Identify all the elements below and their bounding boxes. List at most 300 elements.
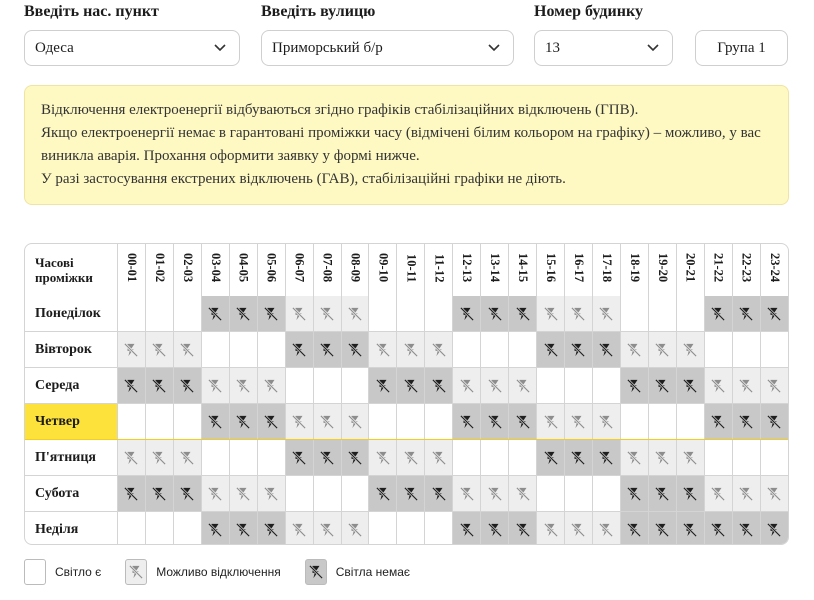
no-power-icon xyxy=(683,451,697,465)
cell-maybe-outage xyxy=(369,440,397,476)
cell-maybe-outage xyxy=(341,296,369,332)
hour-header xyxy=(201,244,229,296)
no-power-icon xyxy=(124,487,138,501)
cell-power xyxy=(648,404,676,440)
cell-power xyxy=(648,296,676,332)
schedule-table xyxy=(25,244,788,545)
cell-maybe-outage xyxy=(341,404,369,440)
no-power-icon xyxy=(711,379,725,393)
no-power-icon xyxy=(571,343,585,357)
cell-power xyxy=(313,368,341,404)
hour-header xyxy=(732,244,760,296)
no-power-icon xyxy=(488,487,502,501)
cell-power xyxy=(369,512,397,546)
no-power-icon xyxy=(627,343,641,357)
hour-header-label: 05-06 xyxy=(264,253,279,283)
cell-power xyxy=(537,476,565,512)
hour-header xyxy=(229,244,257,296)
cell-no-power xyxy=(509,512,537,546)
no-power-icon xyxy=(124,343,138,357)
cell-maybe-outage xyxy=(732,476,760,512)
no-power-icon xyxy=(488,415,502,429)
no-power-icon xyxy=(767,307,781,321)
cell-power xyxy=(732,332,760,368)
cell-power xyxy=(397,296,425,332)
no-power-icon xyxy=(432,487,446,501)
no-power-icon xyxy=(348,307,362,321)
cell-power xyxy=(173,512,201,546)
schedule-row xyxy=(25,512,788,546)
cell-power xyxy=(760,332,788,368)
cell-maybe-outage xyxy=(341,512,369,546)
no-power-icon xyxy=(460,379,474,393)
no-power-icon xyxy=(292,343,306,357)
cell-power xyxy=(397,512,425,546)
no-power-icon xyxy=(152,451,166,465)
no-power-icon xyxy=(739,487,753,501)
cell-no-power xyxy=(313,332,341,368)
no-power-icon xyxy=(571,523,585,537)
no-power-icon xyxy=(236,415,250,429)
cell-no-power xyxy=(173,368,201,404)
no-power-icon xyxy=(129,565,143,579)
cell-maybe-outage xyxy=(676,440,704,476)
no-power-icon xyxy=(376,379,390,393)
no-power-icon xyxy=(180,343,194,357)
cell-maybe-outage xyxy=(620,440,648,476)
cell-power xyxy=(285,476,313,512)
no-power-icon xyxy=(516,415,530,429)
hour-header xyxy=(620,244,648,296)
no-power-icon xyxy=(767,415,781,429)
cell-no-power xyxy=(537,440,565,476)
no-power-icon xyxy=(599,307,613,321)
cell-no-power xyxy=(481,512,509,546)
house-select[interactable] xyxy=(534,30,673,66)
cell-maybe-outage xyxy=(537,296,565,332)
cell-power xyxy=(704,332,732,368)
cell-maybe-outage xyxy=(537,404,565,440)
no-power-icon xyxy=(376,487,390,501)
no-power-icon xyxy=(236,379,250,393)
hour-header-label: 14-15 xyxy=(516,253,531,283)
cell-maybe-outage xyxy=(145,332,173,368)
no-power-icon xyxy=(460,415,474,429)
cell-no-power xyxy=(704,296,732,332)
cell-maybe-outage xyxy=(313,404,341,440)
no-power-icon xyxy=(264,523,278,537)
cell-maybe-outage xyxy=(760,368,788,404)
schedule-body xyxy=(25,296,788,545)
cell-power xyxy=(481,440,509,476)
no-power-icon xyxy=(767,379,781,393)
no-power-icon xyxy=(208,487,222,501)
hour-header-label: 06-07 xyxy=(292,253,307,283)
cell-no-power xyxy=(648,476,676,512)
cell-maybe-outage xyxy=(509,476,537,512)
cell-power xyxy=(257,332,285,368)
cell-maybe-outage xyxy=(285,512,313,546)
cell-maybe-outage xyxy=(425,440,453,476)
hour-header xyxy=(425,244,453,296)
hour-header xyxy=(145,244,173,296)
hour-header-label: 08-09 xyxy=(348,253,363,283)
cell-no-power xyxy=(760,296,788,332)
cell-maybe-outage xyxy=(481,368,509,404)
cell-no-power xyxy=(257,404,285,440)
legend-label-maybe: Можливо відключення xyxy=(156,565,281,579)
hour-header-label: 16-17 xyxy=(571,253,586,283)
cell-maybe-outage xyxy=(592,404,620,440)
cell-power xyxy=(620,296,648,332)
no-power-icon xyxy=(376,343,390,357)
house-value: 13 xyxy=(545,39,560,56)
legend-swatch-maybe xyxy=(125,559,147,585)
hour-header xyxy=(369,244,397,296)
hour-header-label: 17-18 xyxy=(599,253,614,283)
cell-power xyxy=(425,512,453,546)
no-power-icon xyxy=(544,343,558,357)
cell-no-power xyxy=(425,476,453,512)
cell-no-power xyxy=(201,404,229,440)
schedule-header-row xyxy=(25,244,788,296)
cell-maybe-outage xyxy=(425,332,453,368)
cell-no-power xyxy=(201,512,229,546)
cell-maybe-outage xyxy=(397,440,425,476)
no-power-icon xyxy=(571,415,585,429)
no-power-icon xyxy=(739,307,753,321)
settlement-select[interactable] xyxy=(24,30,240,66)
no-power-icon xyxy=(404,379,418,393)
cell-no-power xyxy=(257,512,285,546)
no-power-icon xyxy=(292,451,306,465)
cell-no-power xyxy=(257,296,285,332)
cell-power xyxy=(565,476,593,512)
cell-maybe-outage xyxy=(229,476,257,512)
cell-no-power xyxy=(620,512,648,546)
cell-power xyxy=(201,440,229,476)
cell-maybe-outage xyxy=(565,296,593,332)
cell-power xyxy=(369,296,397,332)
no-power-icon xyxy=(627,451,641,465)
cell-maybe-outage xyxy=(201,368,229,404)
no-power-icon xyxy=(152,379,166,393)
cell-no-power xyxy=(760,404,788,440)
hour-header xyxy=(453,244,481,296)
cell-power xyxy=(592,476,620,512)
no-power-icon xyxy=(180,379,194,393)
cell-power xyxy=(313,476,341,512)
cell-no-power xyxy=(592,332,620,368)
no-power-icon xyxy=(516,487,530,501)
no-power-icon xyxy=(376,451,390,465)
no-power-icon xyxy=(292,415,306,429)
no-power-icon xyxy=(599,343,613,357)
cell-power xyxy=(704,440,732,476)
no-power-icon xyxy=(599,451,613,465)
no-power-icon xyxy=(683,487,697,501)
cell-power xyxy=(397,404,425,440)
cell-no-power xyxy=(341,440,369,476)
cell-power xyxy=(341,476,369,512)
cell-power xyxy=(425,296,453,332)
no-power-icon xyxy=(320,523,334,537)
no-power-icon xyxy=(264,415,278,429)
hour-header-label: 21-22 xyxy=(711,253,726,283)
cell-no-power xyxy=(285,332,313,368)
cell-no-power xyxy=(145,476,173,512)
hour-header-label: 03-04 xyxy=(208,253,223,283)
cell-no-power xyxy=(760,512,788,546)
cell-no-power xyxy=(676,476,704,512)
cell-no-power xyxy=(425,368,453,404)
no-power-icon xyxy=(739,415,753,429)
cell-power xyxy=(229,440,257,476)
no-power-icon xyxy=(348,451,362,465)
cell-maybe-outage xyxy=(537,512,565,546)
hour-header xyxy=(648,244,676,296)
no-power-icon xyxy=(432,343,446,357)
hour-header xyxy=(509,244,537,296)
schedule-corner-label: Часові проміжки xyxy=(25,244,118,296)
cell-power xyxy=(537,368,565,404)
no-power-icon xyxy=(488,523,502,537)
hour-header xyxy=(313,244,341,296)
no-power-icon xyxy=(544,523,558,537)
cell-no-power xyxy=(118,368,146,404)
cell-power xyxy=(145,296,173,332)
cell-no-power xyxy=(453,512,481,546)
no-power-icon xyxy=(320,343,334,357)
hour-header-label: 07-08 xyxy=(320,253,335,283)
hour-header-label: 10-11 xyxy=(404,253,419,283)
cell-power xyxy=(173,404,201,440)
notice-line-1: Відключення електроенергії відбуваються згідно графіків стабілізаційних відключень (ГПВ). xyxy=(41,102,639,118)
cell-maybe-outage xyxy=(257,476,285,512)
cell-power xyxy=(481,332,509,368)
cell-power xyxy=(509,332,537,368)
cell-maybe-outage xyxy=(620,332,648,368)
hour-header-label: 00-01 xyxy=(124,253,139,283)
schedule-row xyxy=(25,368,788,404)
cell-maybe-outage xyxy=(732,368,760,404)
notice-line-2: Якщо електроенергії немає в гарантовані проміжки часу (відмічені білим кольором на графіку) – можливо, у вас виникла аварія. Прохання оформити заявку у формі нижче. xyxy=(41,125,761,164)
legend-label-no-power: Світла немає xyxy=(335,565,411,579)
no-power-icon xyxy=(488,307,502,321)
no-power-icon xyxy=(264,307,278,321)
no-power-icon xyxy=(124,451,138,465)
cell-no-power xyxy=(369,476,397,512)
cell-maybe-outage xyxy=(313,296,341,332)
hour-header xyxy=(704,244,732,296)
cell-power xyxy=(257,440,285,476)
no-power-icon xyxy=(488,379,502,393)
day-label: Субота xyxy=(25,476,118,512)
no-power-icon xyxy=(348,523,362,537)
no-power-icon xyxy=(516,307,530,321)
cell-power xyxy=(145,404,173,440)
chevron-down-icon xyxy=(646,43,660,53)
no-power-icon xyxy=(208,415,222,429)
schedule-row xyxy=(25,332,788,368)
cell-maybe-outage xyxy=(648,332,676,368)
cell-no-power xyxy=(397,476,425,512)
schedule-row xyxy=(25,404,788,440)
hour-header-label: 02-03 xyxy=(180,253,195,283)
hour-header xyxy=(257,244,285,296)
legend-label-power: Світло є xyxy=(55,565,102,579)
cell-maybe-outage xyxy=(285,296,313,332)
day-label: Вівторок xyxy=(25,332,118,368)
cell-power xyxy=(676,404,704,440)
no-power-icon xyxy=(309,565,323,579)
cell-power xyxy=(565,368,593,404)
no-power-icon xyxy=(767,487,781,501)
hour-header xyxy=(760,244,788,296)
no-power-icon xyxy=(655,487,669,501)
no-power-icon xyxy=(683,379,697,393)
cell-power xyxy=(592,368,620,404)
no-power-icon xyxy=(655,379,669,393)
info-notice xyxy=(24,85,789,205)
cell-maybe-outage xyxy=(173,440,201,476)
cell-power xyxy=(453,440,481,476)
no-power-icon xyxy=(627,487,641,501)
no-power-icon xyxy=(767,523,781,537)
cell-power xyxy=(145,512,173,546)
cell-maybe-outage xyxy=(145,440,173,476)
no-power-icon xyxy=(236,487,250,501)
no-power-icon xyxy=(655,451,669,465)
cell-no-power xyxy=(229,512,257,546)
no-power-icon xyxy=(739,523,753,537)
no-power-icon xyxy=(404,451,418,465)
no-power-icon xyxy=(320,451,334,465)
cell-no-power xyxy=(704,404,732,440)
no-power-icon xyxy=(655,523,669,537)
cell-power xyxy=(285,368,313,404)
cell-maybe-outage xyxy=(173,332,201,368)
cell-no-power xyxy=(397,368,425,404)
no-power-icon xyxy=(320,307,334,321)
no-power-icon xyxy=(348,415,362,429)
cell-power xyxy=(620,404,648,440)
street-value: Приморський б/р xyxy=(272,39,383,56)
cell-maybe-outage xyxy=(257,368,285,404)
hour-header-label: 11-12 xyxy=(432,253,447,283)
hour-header xyxy=(537,244,565,296)
no-power-icon xyxy=(432,451,446,465)
no-power-icon xyxy=(683,523,697,537)
cell-maybe-outage xyxy=(313,512,341,546)
street-label: Введіть вулицю xyxy=(261,3,376,20)
no-power-icon xyxy=(516,379,530,393)
cell-maybe-outage xyxy=(369,332,397,368)
no-power-icon xyxy=(739,379,753,393)
cell-power xyxy=(425,404,453,440)
cell-no-power xyxy=(369,368,397,404)
no-power-icon xyxy=(711,487,725,501)
no-power-icon xyxy=(711,415,725,429)
legend-swatch-no-power xyxy=(305,559,327,585)
no-power-icon xyxy=(460,487,474,501)
hour-header-label: 23-24 xyxy=(767,253,782,283)
day-label: Середа xyxy=(25,368,118,404)
day-label: П'ятниця xyxy=(25,440,118,476)
hour-header xyxy=(173,244,201,296)
schedule-row xyxy=(25,296,788,332)
cell-power xyxy=(369,404,397,440)
cell-no-power xyxy=(537,332,565,368)
schedule-row xyxy=(25,440,788,476)
hour-header xyxy=(592,244,620,296)
no-power-icon xyxy=(124,379,138,393)
hour-header xyxy=(118,244,146,296)
no-power-icon xyxy=(544,415,558,429)
cell-no-power xyxy=(509,296,537,332)
no-power-icon xyxy=(655,343,669,357)
no-power-icon xyxy=(152,343,166,357)
no-power-icon xyxy=(599,523,613,537)
day-label: Неділя xyxy=(25,512,118,546)
no-power-icon xyxy=(292,523,306,537)
cell-no-power xyxy=(704,512,732,546)
cell-maybe-outage xyxy=(229,368,257,404)
no-power-icon xyxy=(180,451,194,465)
hour-header-label: 19-20 xyxy=(655,253,670,283)
no-power-icon xyxy=(208,379,222,393)
legend-swatch-power xyxy=(24,559,46,585)
cell-power xyxy=(173,296,201,332)
no-power-icon xyxy=(180,487,194,501)
no-power-icon xyxy=(516,523,530,537)
cell-no-power xyxy=(620,368,648,404)
cell-maybe-outage xyxy=(760,476,788,512)
cell-maybe-outage xyxy=(704,368,732,404)
day-label: Четвер xyxy=(25,404,118,440)
street-select[interactable] xyxy=(261,30,514,66)
chevron-down-icon xyxy=(487,43,501,53)
notice-line-3: У разі застосування екстрених відключень (ГАВ), стабілізаційні графіки не діють. xyxy=(41,171,566,187)
hour-header-label: 22-23 xyxy=(739,253,754,283)
cell-power xyxy=(341,368,369,404)
cell-no-power xyxy=(676,512,704,546)
no-power-icon xyxy=(544,307,558,321)
no-power-icon xyxy=(683,343,697,357)
cell-power xyxy=(453,332,481,368)
no-power-icon xyxy=(404,487,418,501)
cell-no-power xyxy=(481,296,509,332)
hour-header-label: 01-02 xyxy=(152,253,167,283)
no-power-icon xyxy=(711,523,725,537)
cell-no-power xyxy=(313,440,341,476)
group-button[interactable]: Група 1 xyxy=(695,30,788,66)
cell-maybe-outage xyxy=(592,512,620,546)
cell-power xyxy=(201,332,229,368)
cell-power xyxy=(732,440,760,476)
hour-header-label: 15-16 xyxy=(544,253,559,283)
cell-power xyxy=(229,332,257,368)
schedule-row xyxy=(25,476,788,512)
cell-no-power xyxy=(592,440,620,476)
cell-maybe-outage xyxy=(676,332,704,368)
cell-no-power xyxy=(118,476,146,512)
cell-no-power xyxy=(732,404,760,440)
cell-power xyxy=(118,296,146,332)
hour-header xyxy=(285,244,313,296)
hour-header xyxy=(565,244,593,296)
day-label: Понеділок xyxy=(25,296,118,332)
